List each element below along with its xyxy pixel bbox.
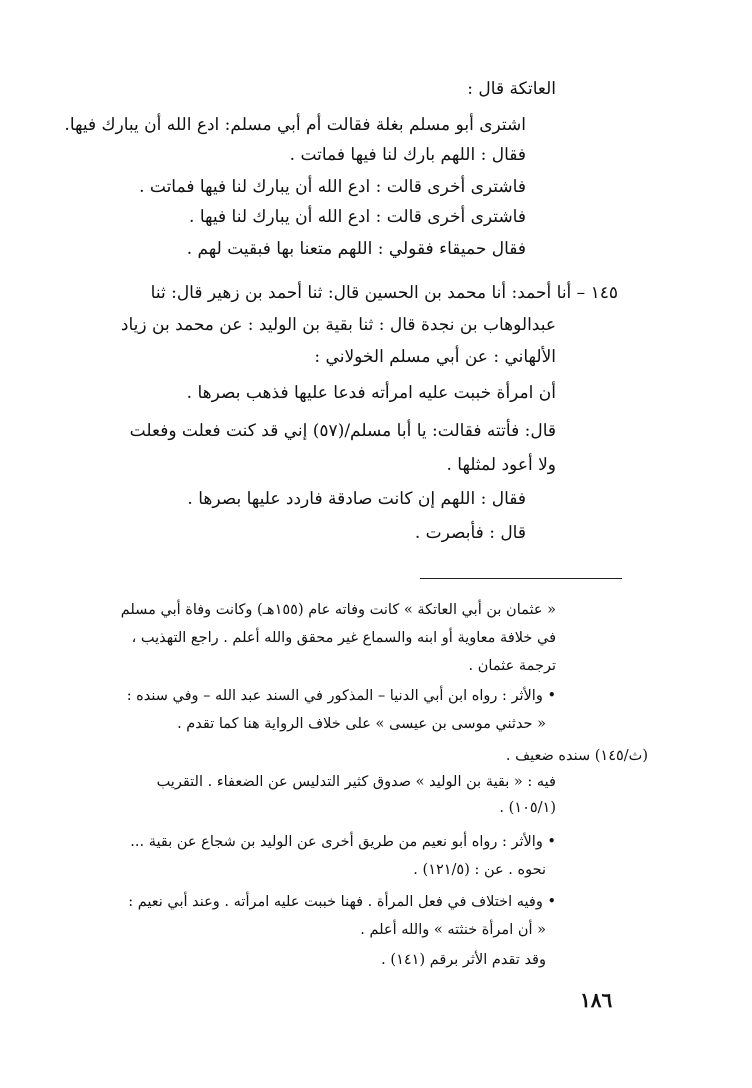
footnote-line: « حدثني موسى بن عيسى » على خلاف الرواية هنا كما تقدم . xyxy=(177,716,546,732)
main-line: فاشترى أخرى قالت : ادع الله أن يبارك لنا فيها فماتت . xyxy=(139,177,526,197)
footnote-line: في خلافة معاوية أو ابنه والسماع غير محقق والله أعلم . راجع التهذيب ، xyxy=(131,630,556,646)
main-line: فقال : اللهم بارك لنا فيها فماتت . xyxy=(289,145,526,165)
page-number: ١٨٦ xyxy=(580,988,613,1012)
main-line: اشترى أبو مسلم بغلة فقالت أم أبي مسلم: ادع الله أن يبارك فيها. xyxy=(64,115,526,135)
footnote-line: • والأثر : رواه ابن أبي الدنيا – المذكور في السند عبد الله – وفي سنده : xyxy=(126,688,556,704)
footnote-line: نحوه . عن : (١٢١/٥) . xyxy=(413,862,546,878)
footnote-line: وقد تقدم الأثر برقم (١٤١) . xyxy=(381,952,546,968)
footnote-line: • والأثر : رواه أبو نعيم من طريق أخرى عن الوليد بن شجاع عن بقية ... xyxy=(130,834,556,850)
main-line: فقال حميقاء فقولي : اللهم متعنا بها فبقيت لهم . xyxy=(186,239,526,259)
hadith-number-line: ١٤٥ – أنا أحمد: أنا محمد بن الحسين قال: ثنا أحمد بن زهير قال: ثنا xyxy=(150,283,618,303)
footnote-line: (ث/١٤٥) سنده ضعيف . xyxy=(505,748,648,764)
footnote-line: (١٠٥/١) . xyxy=(499,800,556,816)
main-line: الألهاني : عن أبي مسلم الخولاني : xyxy=(314,347,556,367)
main-line: عبدالوهاب بن نجدة قال : ثنا بقية بن الوليد : عن محمد بن زياد xyxy=(120,315,556,335)
footnote-separator xyxy=(420,578,622,579)
footnote-line: « أن امرأة خنثته » والله أعلم . xyxy=(360,922,546,938)
main-line: قال : فأبصرت . xyxy=(414,523,526,543)
footnote-line: • وفيه اختلاف في فعل المرأة . فهنا خببت عليه امرأته . وعند أبي نعيم : xyxy=(128,894,556,910)
main-line: قال: فأتته فقالت: يا أبا مسلم/(٥٧) إني قد كنت فعلت وفعلت xyxy=(129,421,556,441)
footnote-line: ترجمة عثمان . xyxy=(468,658,556,674)
footnote-line: « عثمان بن أبي العاتكة » كانت وفاته عام (١٥٥هـ) وكانت وفاة أبي مسلم xyxy=(120,602,556,618)
main-line: فقال : اللهم إن كانت صادقة فاردد عليها بصرها . xyxy=(187,489,526,509)
footnote-line: فيه : « بقية بن الوليد » صدوق كثير التدليس عن الضعفاء . التقريب xyxy=(156,774,556,790)
main-line: أن امرأة خببت عليه امرأته فدعا عليها فذهب بصرها . xyxy=(186,383,556,403)
main-line: فاشترى أخرى قالت : ادع الله أن يبارك لنا فيها . xyxy=(189,207,526,227)
main-line: العاتكة قال : xyxy=(467,79,556,99)
main-line: ولا أعود لمثلها . xyxy=(446,455,556,475)
